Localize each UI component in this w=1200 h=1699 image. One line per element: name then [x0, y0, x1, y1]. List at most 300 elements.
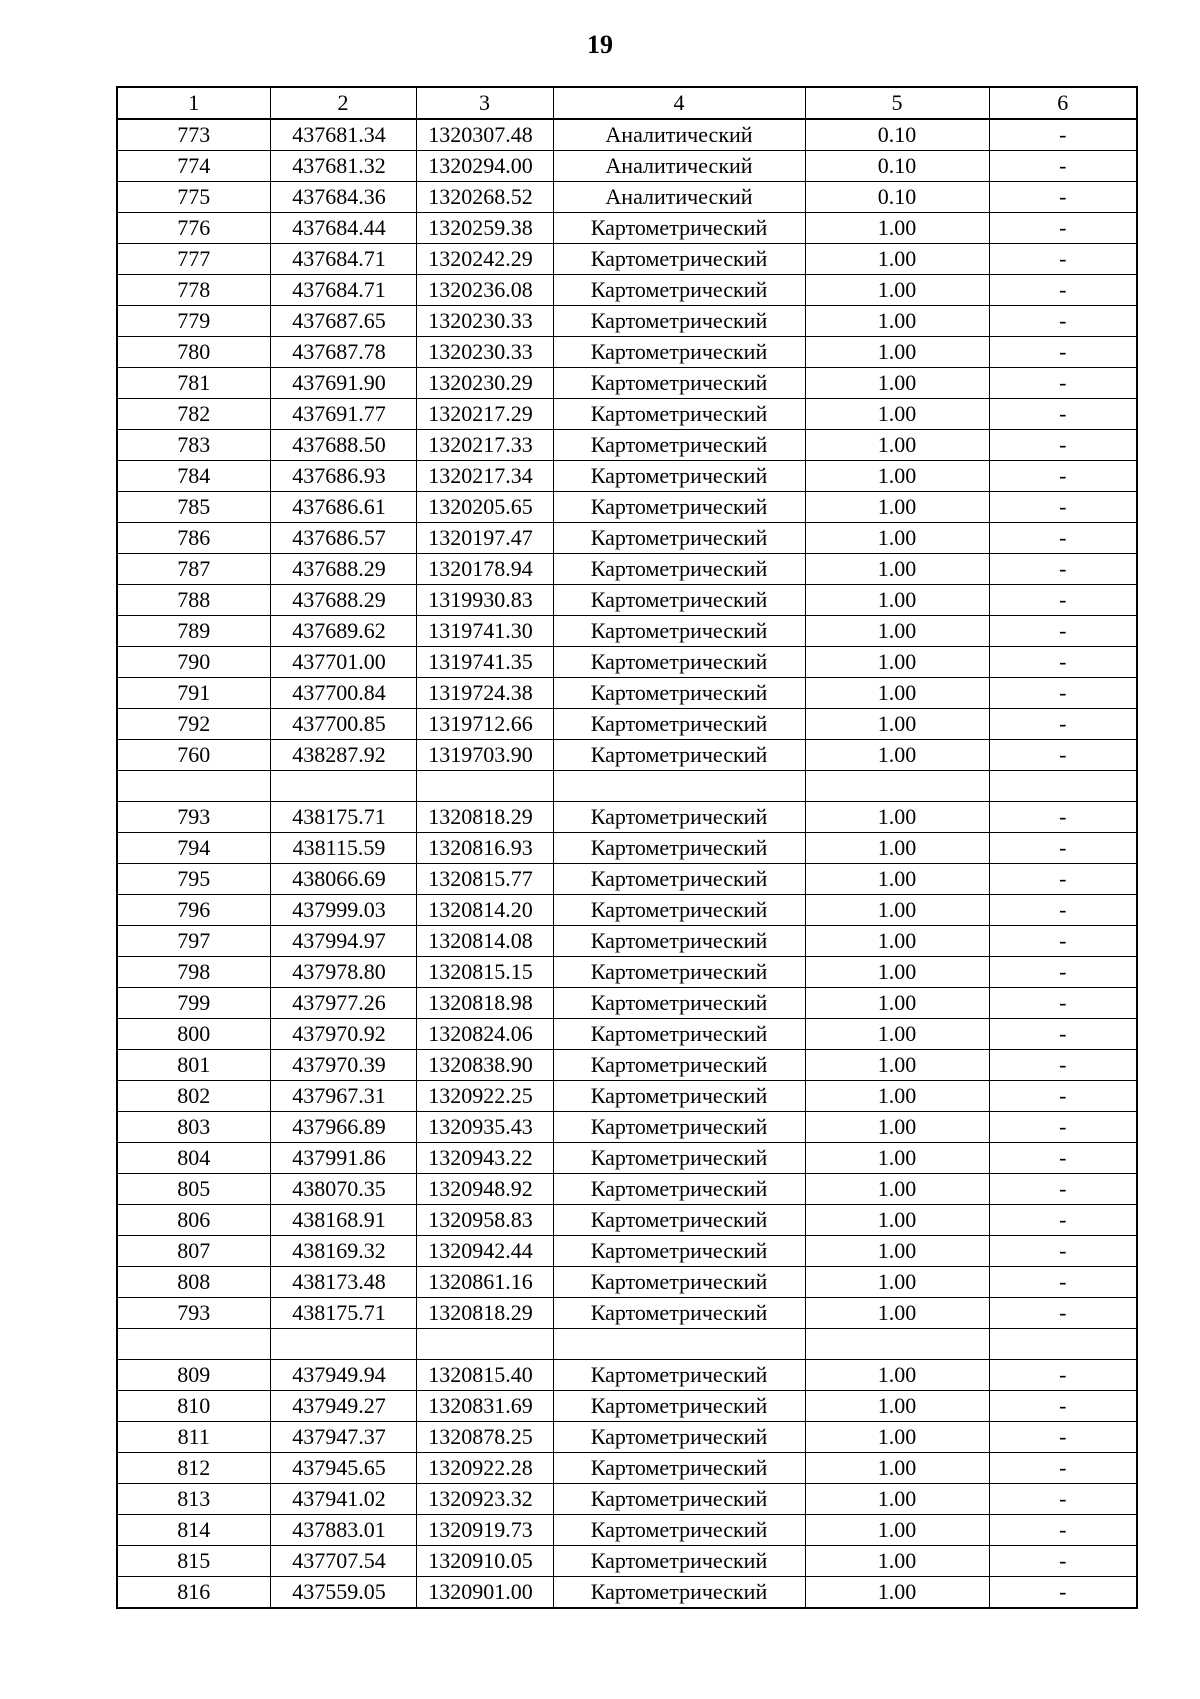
- table-cell: -: [989, 554, 1137, 585]
- table-cell: Картометрический: [553, 368, 805, 399]
- table-cell: Картометрический: [553, 802, 805, 833]
- table-cell: Аналитический: [553, 119, 805, 151]
- table-cell: 438070.35: [270, 1174, 416, 1205]
- table-cell: 437700.85: [270, 709, 416, 740]
- table-cell: Картометрический: [553, 585, 805, 616]
- table-cell: -: [989, 244, 1137, 275]
- column-header: 2: [270, 87, 416, 119]
- table-cell: 802: [117, 1081, 270, 1112]
- table-cell: 780: [117, 337, 270, 368]
- table-cell: Картометрический: [553, 1360, 805, 1391]
- table-row: [117, 275, 1137, 306]
- table-cell: 437967.31: [270, 1081, 416, 1112]
- table-row: [117, 1112, 1137, 1143]
- table-cell: 1320217.34: [416, 461, 553, 492]
- table-cell: 1320818.29: [416, 1298, 553, 1329]
- table-cell: 787: [117, 554, 270, 585]
- table-cell: Картометрический: [553, 1143, 805, 1174]
- table-cell: 438287.92: [270, 740, 416, 771]
- table-cell: -: [989, 1267, 1137, 1298]
- table-cell: -: [989, 430, 1137, 461]
- table-cell: -: [989, 585, 1137, 616]
- table-row: [117, 399, 1137, 430]
- table-row: [117, 926, 1137, 957]
- table-cell: 437691.90: [270, 368, 416, 399]
- table-cell: 1.00: [805, 709, 989, 740]
- table-cell: -: [989, 864, 1137, 895]
- table-cell: -: [989, 306, 1137, 337]
- table-cell: 1320230.29: [416, 368, 553, 399]
- table-cell: -: [989, 678, 1137, 709]
- table-cell: 1320205.65: [416, 492, 553, 523]
- table-cell: 437681.32: [270, 151, 416, 182]
- table-cell: 437686.61: [270, 492, 416, 523]
- table-row: [117, 1236, 1137, 1267]
- table-row: [117, 213, 1137, 244]
- table-cell: -: [989, 1577, 1137, 1609]
- table-cell: -: [989, 802, 1137, 833]
- table-cell: 1.00: [805, 585, 989, 616]
- table-cell: 438175.71: [270, 802, 416, 833]
- table-cell: 1.00: [805, 1391, 989, 1422]
- table-cell: 437686.93: [270, 461, 416, 492]
- table-cell: 1320230.33: [416, 337, 553, 368]
- table-row: [117, 678, 1137, 709]
- table-cell: 1.00: [805, 1298, 989, 1329]
- table-cell: Картометрический: [553, 1019, 805, 1050]
- table-cell: 795: [117, 864, 270, 895]
- table-cell: Картометрический: [553, 740, 805, 771]
- table-cell: -: [989, 182, 1137, 213]
- table-row: [117, 1515, 1137, 1546]
- table-cell: 437970.92: [270, 1019, 416, 1050]
- table-cell: 790: [117, 647, 270, 678]
- column-header: 6: [989, 87, 1137, 119]
- table-cell: 1.00: [805, 1515, 989, 1546]
- table-cell: 809: [117, 1360, 270, 1391]
- table-cell: 437947.37: [270, 1422, 416, 1453]
- table-row: [117, 771, 1137, 802]
- table-cell: [553, 771, 805, 802]
- table-cell: -: [989, 709, 1137, 740]
- table-row: [117, 461, 1137, 492]
- table-cell: 1.00: [805, 399, 989, 430]
- table-cell: Картометрический: [553, 523, 805, 554]
- table-cell: [989, 1329, 1137, 1360]
- table-cell: -: [989, 647, 1137, 678]
- table-cell: [553, 1329, 805, 1360]
- table-cell: 1.00: [805, 895, 989, 926]
- table-cell: -: [989, 275, 1137, 306]
- table-cell: Картометрический: [553, 461, 805, 492]
- table-row: [117, 492, 1137, 523]
- table-cell: 437949.94: [270, 1360, 416, 1391]
- table-cell: -: [989, 337, 1137, 368]
- table-cell: 437681.34: [270, 119, 416, 151]
- table-cell: 1319741.30: [416, 616, 553, 647]
- table-row: [117, 1391, 1137, 1422]
- table-cell: Картометрический: [553, 616, 805, 647]
- table-cell: 1320861.16: [416, 1267, 553, 1298]
- table-cell: [805, 1329, 989, 1360]
- table-cell: 438169.32: [270, 1236, 416, 1267]
- table-cell: 437684.71: [270, 244, 416, 275]
- table-cell: -: [989, 833, 1137, 864]
- table-cell: Картометрический: [553, 1236, 805, 1267]
- table-cell: -: [989, 1205, 1137, 1236]
- table-cell: 801: [117, 1050, 270, 1081]
- table-cell: 1319724.38: [416, 678, 553, 709]
- table-cell: 1319741.35: [416, 647, 553, 678]
- table-cell: 1320901.00: [416, 1577, 553, 1609]
- table-row: [117, 740, 1137, 771]
- table-cell: 437945.65: [270, 1453, 416, 1484]
- table-body: [117, 119, 1137, 1608]
- table-cell: 1.00: [805, 461, 989, 492]
- table-row: [117, 1050, 1137, 1081]
- table-cell: -: [989, 1391, 1137, 1422]
- table-cell: 816: [117, 1577, 270, 1609]
- table-cell: Картометрический: [553, 988, 805, 1019]
- table-cell: 774: [117, 151, 270, 182]
- table-cell: 1.00: [805, 1236, 989, 1267]
- table-row: [117, 554, 1137, 585]
- table-cell: Картометрический: [553, 1422, 805, 1453]
- table-cell: 437999.03: [270, 895, 416, 926]
- table-cell: 1.00: [805, 926, 989, 957]
- table-cell: 811: [117, 1422, 270, 1453]
- table-cell: 810: [117, 1391, 270, 1422]
- table-cell: 760: [117, 740, 270, 771]
- table-cell: -: [989, 492, 1137, 523]
- table-cell: Картометрический: [553, 647, 805, 678]
- table-cell: 813: [117, 1484, 270, 1515]
- table-row: [117, 244, 1137, 275]
- table-cell: 1320942.44: [416, 1236, 553, 1267]
- table-cell: 437691.77: [270, 399, 416, 430]
- table-cell: -: [989, 523, 1137, 554]
- table-cell: 1.00: [805, 554, 989, 585]
- table-cell: 437684.71: [270, 275, 416, 306]
- table-cell: Аналитический: [553, 151, 805, 182]
- table-cell: 1320294.00: [416, 151, 553, 182]
- table-cell: -: [989, 119, 1137, 151]
- table-cell: 788: [117, 585, 270, 616]
- table-cell: 796: [117, 895, 270, 926]
- table-cell: 437701.00: [270, 647, 416, 678]
- table-cell: 437559.05: [270, 1577, 416, 1609]
- table-cell: 438173.48: [270, 1267, 416, 1298]
- table-cell: Картометрический: [553, 1391, 805, 1422]
- table-cell: -: [989, 1236, 1137, 1267]
- table-row: [117, 833, 1137, 864]
- table-cell: -: [989, 1298, 1137, 1329]
- table-cell: -: [989, 1515, 1137, 1546]
- table-cell: -: [989, 1484, 1137, 1515]
- table-cell: 1.00: [805, 306, 989, 337]
- table-cell: Картометрический: [553, 399, 805, 430]
- table-cell: 437686.57: [270, 523, 416, 554]
- table-cell: Картометрический: [553, 926, 805, 957]
- table-cell: 1.00: [805, 678, 989, 709]
- table-cell: 1320230.33: [416, 306, 553, 337]
- table-cell: 1320815.77: [416, 864, 553, 895]
- table-cell: 777: [117, 244, 270, 275]
- table-cell: 1.00: [805, 616, 989, 647]
- table-cell: 808: [117, 1267, 270, 1298]
- table-cell: 800: [117, 1019, 270, 1050]
- table-cell: -: [989, 1360, 1137, 1391]
- table-cell: 815: [117, 1546, 270, 1577]
- table-cell: 803: [117, 1112, 270, 1143]
- table-cell: 437970.39: [270, 1050, 416, 1081]
- table-cell: -: [989, 151, 1137, 182]
- table-row: [117, 1267, 1137, 1298]
- table-row: [117, 1205, 1137, 1236]
- table-cell: 438066.69: [270, 864, 416, 895]
- table-cell: -: [989, 213, 1137, 244]
- table-cell: 437941.02: [270, 1484, 416, 1515]
- table-row: [117, 1577, 1137, 1609]
- table-cell: 1320814.08: [416, 926, 553, 957]
- table-cell: Картометрический: [553, 957, 805, 988]
- table-cell: 1.00: [805, 988, 989, 1019]
- table-cell: Картометрический: [553, 244, 805, 275]
- table-cell: 1320943.22: [416, 1143, 553, 1174]
- table-row: [117, 1019, 1137, 1050]
- table-cell: 779: [117, 306, 270, 337]
- table-cell: 781: [117, 368, 270, 399]
- table-cell: Картометрический: [553, 895, 805, 926]
- table-row: [117, 864, 1137, 895]
- table-cell: 1320831.69: [416, 1391, 553, 1422]
- table-row: [117, 523, 1137, 554]
- table-cell: 798: [117, 957, 270, 988]
- table-row: [117, 895, 1137, 926]
- table-cell: 1.00: [805, 368, 989, 399]
- table-cell: 1320815.15: [416, 957, 553, 988]
- table-row: [117, 1484, 1137, 1515]
- table-cell: 1320910.05: [416, 1546, 553, 1577]
- table-cell: 1.00: [805, 1267, 989, 1298]
- table-cell: 778: [117, 275, 270, 306]
- table-cell: Аналитический: [553, 182, 805, 213]
- table-cell: Картометрический: [553, 1453, 805, 1484]
- table-cell: Картометрический: [553, 213, 805, 244]
- table-cell: 1.00: [805, 1360, 989, 1391]
- table-cell: Картометрический: [553, 1267, 805, 1298]
- table-cell: Картометрический: [553, 492, 805, 523]
- table-row: [117, 337, 1137, 368]
- table-cell: 437689.62: [270, 616, 416, 647]
- table-cell: 437977.26: [270, 988, 416, 1019]
- table-cell: 1320923.32: [416, 1484, 553, 1515]
- table-row: [117, 1081, 1137, 1112]
- table-cell: 1320815.40: [416, 1360, 553, 1391]
- table-row: [117, 306, 1137, 337]
- table-cell: -: [989, 1050, 1137, 1081]
- table-cell: 437949.27: [270, 1391, 416, 1422]
- table-cell: Картометрический: [553, 430, 805, 461]
- table-cell: 1320922.25: [416, 1081, 553, 1112]
- table-cell: 437994.97: [270, 926, 416, 957]
- table-cell: 1.00: [805, 1143, 989, 1174]
- table-cell: 805: [117, 1174, 270, 1205]
- table-cell: 1.00: [805, 802, 989, 833]
- table-cell: Картометрический: [553, 1112, 805, 1143]
- table-cell: Картометрический: [553, 1298, 805, 1329]
- table-row: [117, 151, 1137, 182]
- table-cell: 0.10: [805, 182, 989, 213]
- table-cell: -: [989, 368, 1137, 399]
- table-cell: 1320197.47: [416, 523, 553, 554]
- table-cell: [416, 771, 553, 802]
- table-cell: 437687.65: [270, 306, 416, 337]
- table-cell: 1320919.73: [416, 1515, 553, 1546]
- table-row: [117, 957, 1137, 988]
- table-row: [117, 430, 1137, 461]
- table-cell: 437991.86: [270, 1143, 416, 1174]
- table-cell: 1.00: [805, 275, 989, 306]
- table-cell: 1320922.28: [416, 1453, 553, 1484]
- table-cell: 1320958.83: [416, 1205, 553, 1236]
- table-cell: 1320878.25: [416, 1422, 553, 1453]
- table-cell: 792: [117, 709, 270, 740]
- table-cell: [270, 1329, 416, 1360]
- table-cell: 812: [117, 1453, 270, 1484]
- table-cell: -: [989, 1112, 1137, 1143]
- table-cell: 1319712.66: [416, 709, 553, 740]
- table-cell: [117, 771, 270, 802]
- table-row: [117, 1329, 1137, 1360]
- table-cell: 1.00: [805, 244, 989, 275]
- table-cell: 1.00: [805, 1577, 989, 1609]
- table-cell: -: [989, 1453, 1137, 1484]
- table-cell: 438115.59: [270, 833, 416, 864]
- table-cell: -: [989, 461, 1137, 492]
- table-cell: 794: [117, 833, 270, 864]
- table-cell: 1.00: [805, 1174, 989, 1205]
- table-cell: 1320178.94: [416, 554, 553, 585]
- column-header: 1: [117, 87, 270, 119]
- table-cell: -: [989, 957, 1137, 988]
- table-cell: 784: [117, 461, 270, 492]
- table-cell: 437966.89: [270, 1112, 416, 1143]
- table-cell: 0.10: [805, 151, 989, 182]
- table-cell: 1320818.29: [416, 802, 553, 833]
- table-header: [117, 87, 1137, 119]
- table-cell: 1.00: [805, 1112, 989, 1143]
- table-cell: 437883.01: [270, 1515, 416, 1546]
- table-cell: 807: [117, 1236, 270, 1267]
- table-cell: 437688.29: [270, 585, 416, 616]
- table-cell: -: [989, 616, 1137, 647]
- table-cell: 799: [117, 988, 270, 1019]
- table-cell: -: [989, 1546, 1137, 1577]
- table-cell: [117, 1329, 270, 1360]
- table-cell: 1320824.06: [416, 1019, 553, 1050]
- table-cell: -: [989, 1019, 1137, 1050]
- table-cell: 437978.80: [270, 957, 416, 988]
- table-cell: Картометрический: [553, 1205, 805, 1236]
- table-cell: 1320838.90: [416, 1050, 553, 1081]
- table-cell: Картометрический: [553, 554, 805, 585]
- table-cell: -: [989, 1081, 1137, 1112]
- table-cell: -: [989, 740, 1137, 771]
- table-cell: 437684.36: [270, 182, 416, 213]
- table-cell: -: [989, 1422, 1137, 1453]
- table-cell: -: [989, 988, 1137, 1019]
- coordinates-table: [116, 86, 1138, 1609]
- table-cell: 776: [117, 213, 270, 244]
- table-cell: 1.00: [805, 492, 989, 523]
- table-cell: 1.00: [805, 864, 989, 895]
- table-row: [117, 585, 1137, 616]
- table-cell: 437688.29: [270, 554, 416, 585]
- table-row: [117, 1143, 1137, 1174]
- table-cell: 1320217.29: [416, 399, 553, 430]
- table-cell: 1.00: [805, 523, 989, 554]
- table-cell: [805, 771, 989, 802]
- table-cell: Картометрический: [553, 337, 805, 368]
- table-cell: 1.00: [805, 1205, 989, 1236]
- table-cell: -: [989, 895, 1137, 926]
- table-cell: Картометрический: [553, 1515, 805, 1546]
- table-row: [117, 616, 1137, 647]
- table-cell: Картометрический: [553, 1050, 805, 1081]
- table-cell: 1.00: [805, 337, 989, 368]
- table-cell: 1320268.52: [416, 182, 553, 213]
- table-cell: 783: [117, 430, 270, 461]
- table-cell: 1.00: [805, 1081, 989, 1112]
- table-cell: 437687.78: [270, 337, 416, 368]
- table-cell: 793: [117, 1298, 270, 1329]
- table-cell: 1.00: [805, 1422, 989, 1453]
- table-cell: Картометрический: [553, 1174, 805, 1205]
- table-cell: -: [989, 399, 1137, 430]
- table-cell: 789: [117, 616, 270, 647]
- table-cell: [989, 771, 1137, 802]
- table-cell: Картометрический: [553, 833, 805, 864]
- table-cell: Картометрический: [553, 864, 805, 895]
- table-cell: 1320818.98: [416, 988, 553, 1019]
- table-cell: 782: [117, 399, 270, 430]
- table-cell: 437688.50: [270, 430, 416, 461]
- page-number: 19: [587, 30, 613, 59]
- table-cell: 437707.54: [270, 1546, 416, 1577]
- table-cell: 1320242.29: [416, 244, 553, 275]
- table-cell: 1.00: [805, 740, 989, 771]
- table-cell: [270, 771, 416, 802]
- table-cell: 1319930.83: [416, 585, 553, 616]
- table-cell: 1320814.20: [416, 895, 553, 926]
- table-cell: 1.00: [805, 430, 989, 461]
- table-cell: 1.00: [805, 1453, 989, 1484]
- table-cell: 775: [117, 182, 270, 213]
- table-row: [117, 1422, 1137, 1453]
- table-cell: 438175.71: [270, 1298, 416, 1329]
- table-row: [117, 988, 1137, 1019]
- table-row: [117, 709, 1137, 740]
- table-cell: 0.10: [805, 119, 989, 151]
- table-cell: Картометрический: [553, 275, 805, 306]
- table-cell: -: [989, 1143, 1137, 1174]
- table-row: [117, 802, 1137, 833]
- table-cell: 785: [117, 492, 270, 523]
- table-row: [117, 368, 1137, 399]
- table-cell: 437684.44: [270, 213, 416, 244]
- table-cell: 804: [117, 1143, 270, 1174]
